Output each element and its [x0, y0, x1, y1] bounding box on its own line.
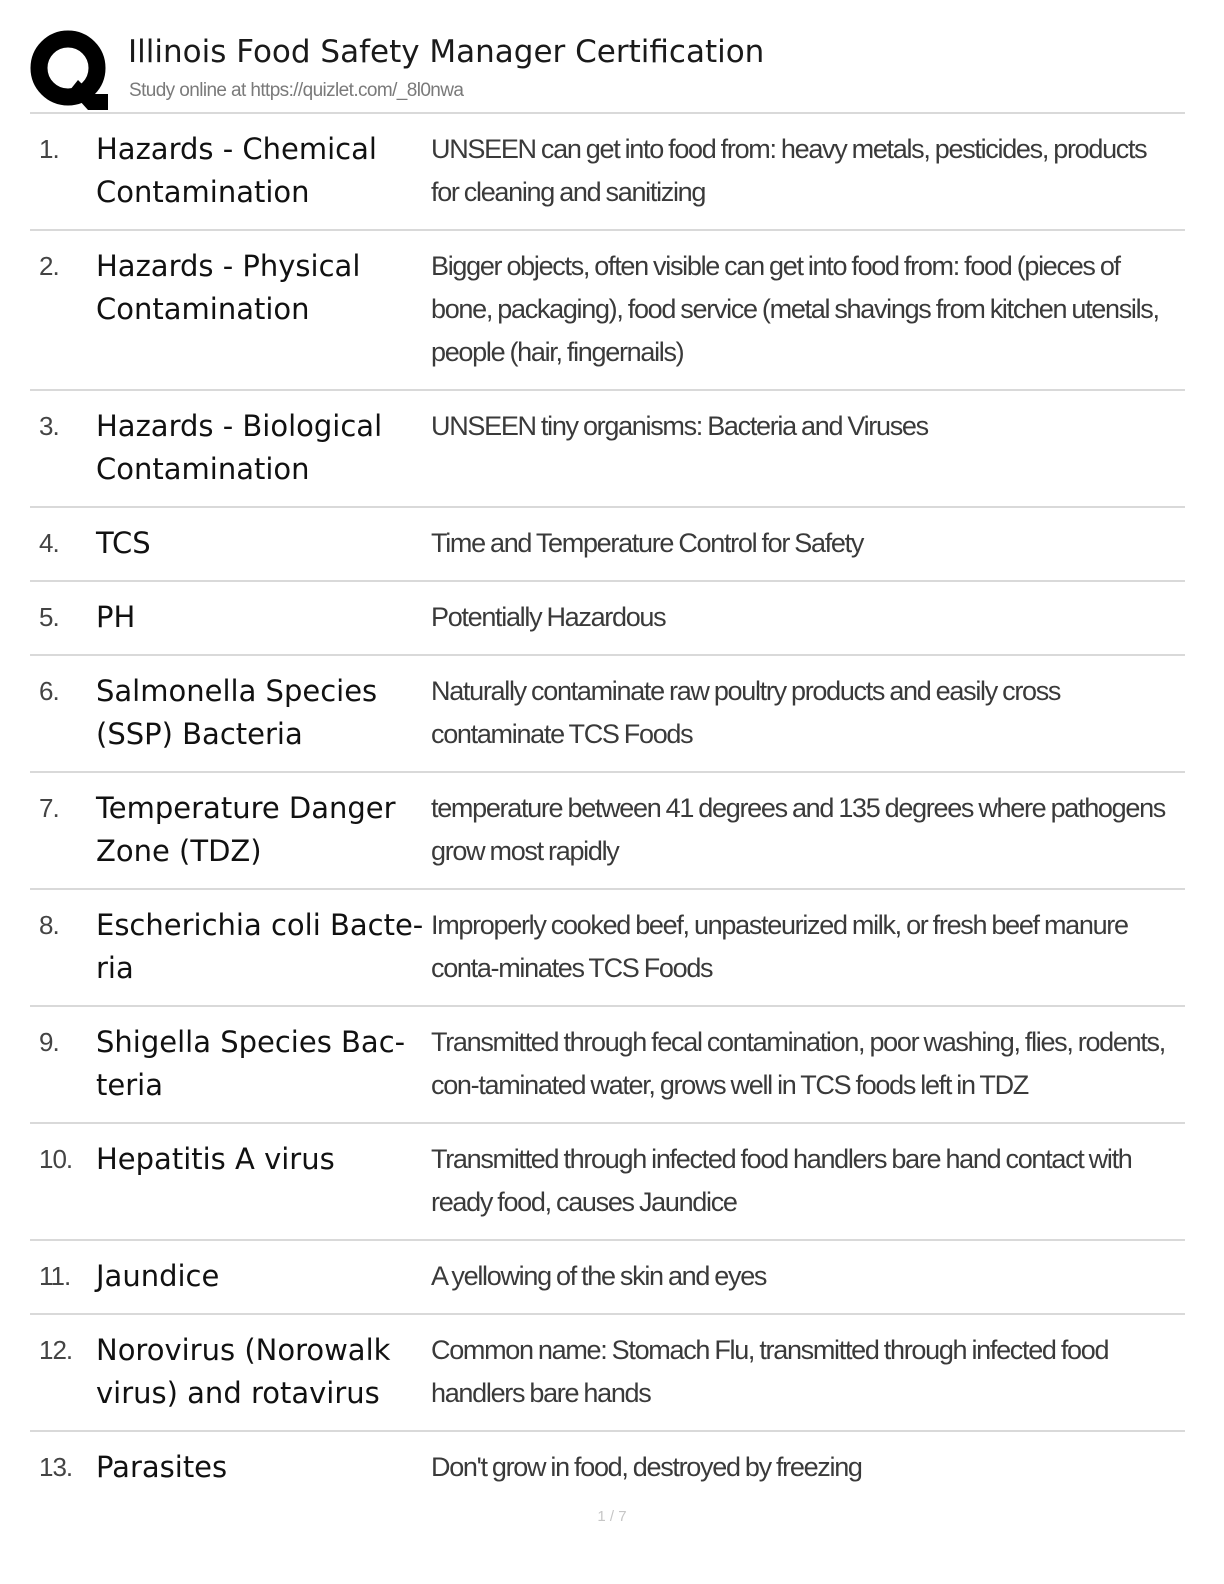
study-online-link[interactable]: Study online at https://quizlet.com/_8l0nwa — [129, 80, 464, 101]
term-definition: Improperly cooked beef, unpasteurized milk, or fresh beef manure conta-minates TCS Foods — [431, 910, 1128, 983]
term-number: 13. — [39, 1452, 73, 1482]
term-number: 6. — [39, 676, 59, 706]
term-number: 9. — [39, 1027, 59, 1057]
term-name: Norovirus (Norowalk virus) and rotavirus — [96, 1333, 391, 1410]
term-number: 1. — [39, 134, 59, 164]
term-name: Hazards - Biological Contamination — [96, 409, 383, 486]
term-number: 11. — [39, 1261, 71, 1291]
document-header — [30, 28, 1185, 114]
term-row — [30, 391, 1185, 508]
term-definition: A yellowing of the skin and eyes — [431, 1261, 767, 1291]
term-row — [30, 1432, 1185, 1504]
term-definition: Don't grow in food, destroyed by freezing — [431, 1452, 862, 1482]
term-name: PH — [96, 600, 136, 634]
term-number: 7. — [39, 793, 59, 823]
page-number: 1 / 7 — [597, 1508, 627, 1525]
term-definition: Naturally contaminate raw poultry products and easily cross contaminate TCS Foods — [431, 676, 1061, 749]
term-number: 8. — [39, 910, 59, 940]
term-name: Salmonella Species (SSP) Bacteria — [96, 674, 378, 751]
term-name: Hepatitis A virus — [96, 1142, 335, 1176]
term-number: 12. — [39, 1335, 73, 1365]
term-row — [30, 508, 1185, 582]
term-definition: Potentially Hazardous — [431, 602, 666, 632]
term-definition: temperature between 41 degrees and 135 degrees where pathogens grow most rapidly — [431, 793, 1165, 866]
term-list — [30, 114, 1185, 1504]
term-definition: UNSEEN tiny organisms: Bacteria and Viruses — [431, 411, 928, 441]
term-name: Parasites — [96, 1450, 228, 1484]
term-row — [30, 1124, 1185, 1241]
term-definition: UNSEEN can get into food from: heavy metals, pesticides, products for cleaning and sanitizing — [431, 134, 1147, 207]
term-row — [30, 1241, 1185, 1315]
quizlet-q-logo-icon — [30, 30, 110, 110]
term-row — [30, 773, 1185, 890]
term-definition: Transmitted through fecal contamination, poor washing, flies, rodents, con-taminated water, grows well in TCS foods left in TDZ — [431, 1027, 1165, 1100]
term-row — [30, 1007, 1185, 1124]
term-row — [30, 890, 1185, 1007]
term-definition: Common name: Stomach Flu, transmitted through infected food handlers bare hands — [431, 1335, 1109, 1408]
term-row — [30, 582, 1185, 656]
term-row — [30, 1315, 1185, 1432]
term-name: Temperature Danger Zone (TDZ) — [96, 791, 396, 868]
term-definition: Time and Temperature Control for Safety — [431, 528, 864, 558]
term-number: 5. — [39, 602, 59, 632]
term-name: Jaundice — [96, 1259, 220, 1293]
page-title: Illinois Food Safety Manager Certification — [128, 34, 765, 70]
term-name: Hazards - Physical Contamination — [96, 249, 361, 326]
term-definition: Transmitted through infected food handlers bare hand contact with ready food, causes Jaundice — [431, 1144, 1132, 1217]
term-number: 10. — [39, 1144, 73, 1174]
term-number: 4. — [39, 528, 59, 558]
term-name: Escherichia coli Bacte-ria — [96, 908, 424, 985]
term-name: Hazards - Chemical Contamination — [96, 132, 377, 209]
term-row — [30, 114, 1185, 231]
term-number: 3. — [39, 411, 59, 441]
term-definition: Bigger objects, often visible can get into food from: food (pieces of bone, packaging), food service (metal shavings from kitchen utensils, people (hair, fingernails) — [431, 251, 1159, 367]
term-name: TCS — [96, 526, 151, 560]
term-row — [30, 231, 1185, 391]
term-row — [30, 656, 1185, 773]
term-number: 2. — [39, 251, 59, 281]
term-name: Shigella Species Bac-teria — [96, 1025, 406, 1102]
